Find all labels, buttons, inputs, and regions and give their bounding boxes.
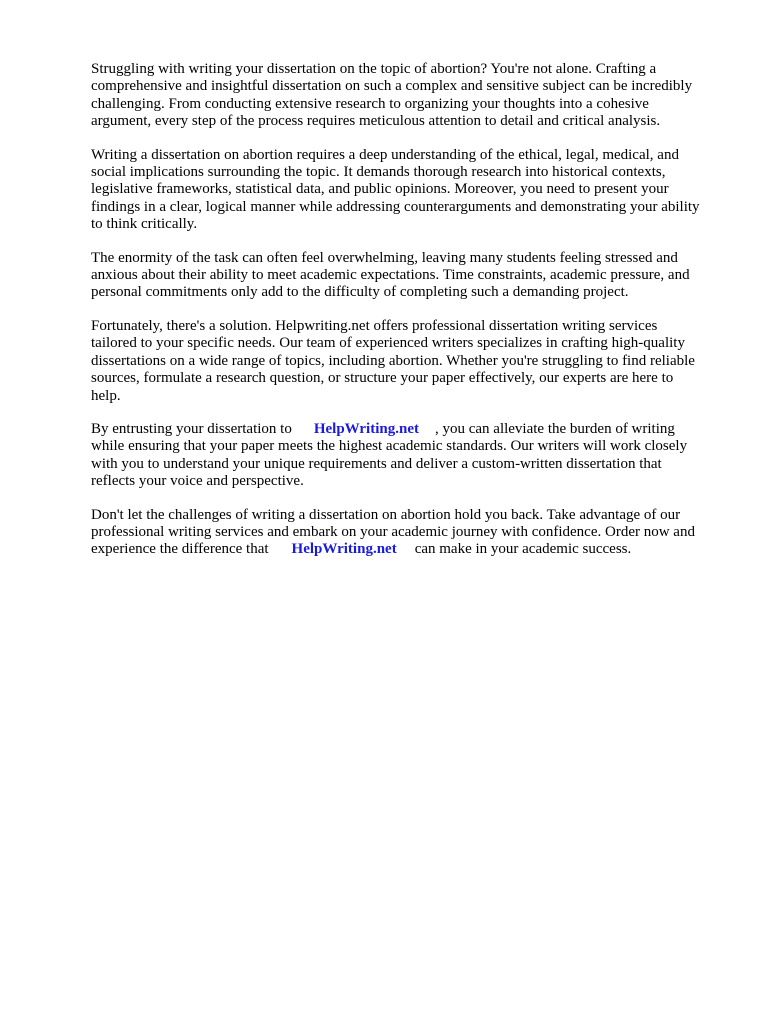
- text-line: comprehensive and insightful dissertation on such a complex and sensitive subject can be incredibly: [91, 78, 693, 95]
- text-line: help.: [91, 387, 121, 404]
- text-line: reflects your voice and perspective.: [91, 473, 304, 490]
- paragraph-intro: [91, 61, 731, 131]
- text-line: while ensuring that your paper meets the highest academic standards. Our writers will work closely: [91, 438, 688, 455]
- text-line: personal commitments only add to the difficulty of completing such a demanding project.: [91, 284, 629, 301]
- text-line: to think critically.: [91, 216, 198, 233]
- document-body: [91, 61, 731, 575]
- text-line: Writing a dissertation on abortion requires a deep understanding of the ethical, legal, medical, and: [91, 146, 679, 163]
- text-segment: experience the difference that: [91, 541, 269, 558]
- text-line: legislative frameworks, statistical data, and public opinions. Moreover, you need to present your: [91, 181, 669, 198]
- text-line: tailored to your specific needs. Our team of experienced writers specializes in crafting high-quality: [91, 335, 685, 352]
- text-segment: , you can alleviate the burden of writing: [434, 420, 675, 437]
- text-line: findings in a clear, logical manner while addressing counterarguments and demonstrating your ability: [91, 198, 700, 215]
- paragraph-entrusting: [91, 421, 731, 491]
- text-line: Don't let the challenges of writing a dissertation on abortion hold you back. Take advantage of our: [91, 506, 681, 523]
- text-line: Fortunately, there's a solution. Helpwriting.net offers professional dissertation writing services: [91, 317, 658, 334]
- helpwriting-link[interactable]: HelpWriting.net: [291, 541, 397, 558]
- text-line: with you to understand your unique requirements and deliver a custom-written dissertation that: [91, 455, 662, 472]
- text-line: anxious about their ability to meet academic expectations. Time constraints, academic pressure, and: [91, 267, 690, 284]
- text-line: professional writing services and embark on your academic journey with confidence. Order now and: [91, 523, 695, 540]
- text-segment: By entrusting your dissertation to: [91, 420, 292, 437]
- text-line: social implications surrounding the topic. It demands thorough research into historical contexts,: [91, 164, 666, 181]
- paragraph-solution: [91, 318, 731, 405]
- paragraph-enormity: [91, 250, 731, 302]
- text-line: sources, formulate a research question, or structure your paper effectively, our experts are here to: [91, 370, 674, 387]
- text-line: argument, every step of the process requires meticulous attention to detail and critical analysis.: [91, 113, 661, 130]
- text-line-with-link: [91, 421, 731, 438]
- text-line-with-link: [91, 541, 731, 558]
- text-line: challenging. From conducting extensive research to organizing your thoughts into a cohesive: [91, 95, 649, 112]
- paragraph-closing: [91, 507, 731, 559]
- text-line: Struggling with writing your dissertation on the topic of abortion? You're not alone. Crafting a: [91, 61, 657, 77]
- paragraph-requirements: [91, 147, 731, 234]
- helpwriting-link[interactable]: HelpWriting.net: [313, 420, 419, 437]
- text-line: The enormity of the task can often feel overwhelming, leaving many students feeling stressed and: [91, 249, 678, 266]
- text-line: dissertations on a wide range of topics, including abortion. Whether you're struggling to find reliable: [91, 352, 695, 369]
- text-segment: can make in your academic success.: [414, 541, 632, 558]
